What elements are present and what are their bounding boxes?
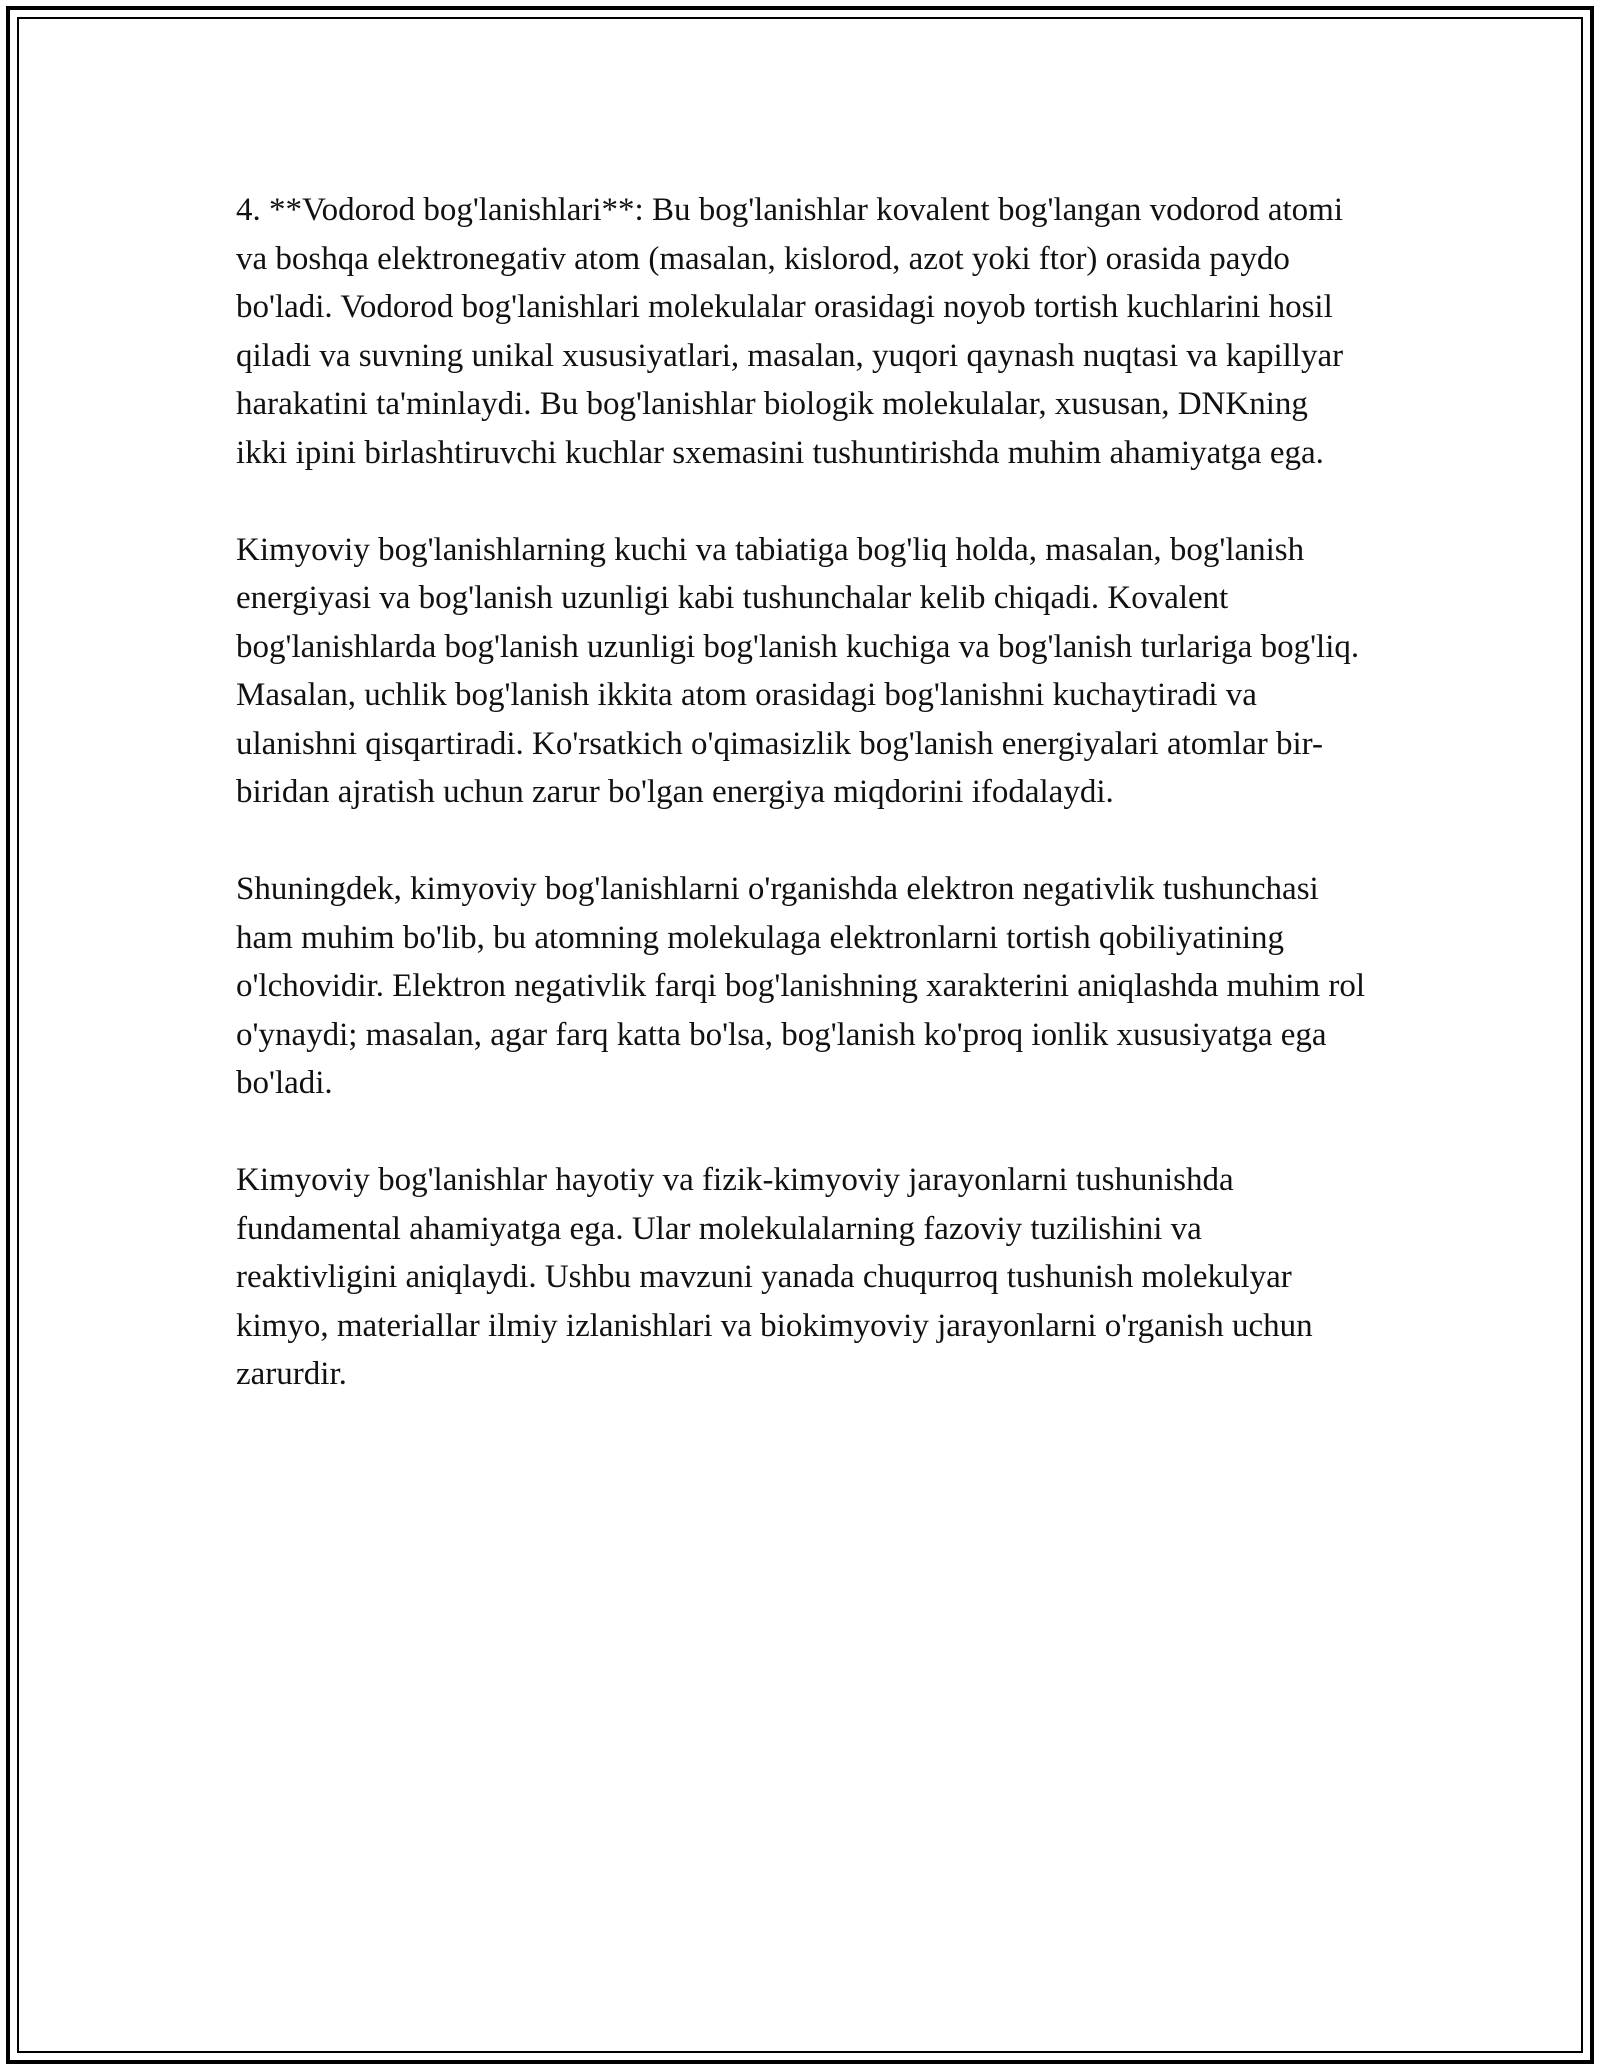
paragraph-conclusion: Kimyoviy bog'lanishlar hayotiy va fizik-kimyoviy jarayonlarni tushunishda fundamental ahamiyatga ega. Ular molekulalarning fazoviy tuzilishini va reaktivligini aniqlaydi. Ushbu mavzuni yanada chuqurroq tushunish molekulyar kimyo, materiallar ilmiy izlanishlari va biokimyoviy jarayonlarni o'rganish uchun zarurdir. [236,1162,1313,1392]
paragraph-electronegativity: Shuningdek, kimyoviy bog'lanishlarni o'rganishda elektron negativlik tushunchasi ham muhim bo'lib, bu atomning molekulaga elektronlarni tortish qobiliyatining o'lchovidir. Elektron negativlik farqi bog'lanishning xarakterini aniqlashda muhim rol o'ynaydi; masalan, agar farq katta bo'lsa, bog'lanish ko'proq ionlik xususiyatga ega bo'ladi. [236,871,1366,1101]
document-body [236,186,1366,1447]
paragraph-bond-energy-length: Kimyoviy bog'lanishlarning kuchi va tabiatiga bog'liq holda, masalan, bog'lanish energiyasi va bog'lanish uzunligi kabi tushunchalar kelib chiqadi. Kovalent bog'lanishlarda bog'lanish uzunligi bog'lanish kuchiga va bog'lanish turlariga bog'liq. Masalan, uchlik bog'lanish ikkita atom orasidagi bog'lanishni kuchaytiradi va ulanishni qisqartiradi. Ko'rsatkich o'qimasizlik bog'lanish energiyalari atomlar bir-biridan ajratish uchun zarur bo'lgan energiya miqdorini ifodalaydi. [236,531,1360,810]
paragraph-hydrogen-bonds: 4. **Vodorod bog'lanishlari**: Bu bog'lanishlar kovalent bog'langan vodorod atomi va boshqa elektronegativ atom (masalan, kislorod, azot yoki ftor) orasida paydo bo'ladi. Vodorod bog'lanishlari molekulalar orasidagi noyob tortish kuchlarini hosil qiladi va suvning unikal xususiyatlari, masalan, yuqori qaynash nuqtasi va kapillyar harakatini ta'minlaydi. Bu bog'lanishlar biologik molekulalar, xususan, DNKning ikki ipini birlashtiruvchi kuchlar sxemasini tushuntirishda muhim ahamiyatga ega. [236,192,1344,471]
